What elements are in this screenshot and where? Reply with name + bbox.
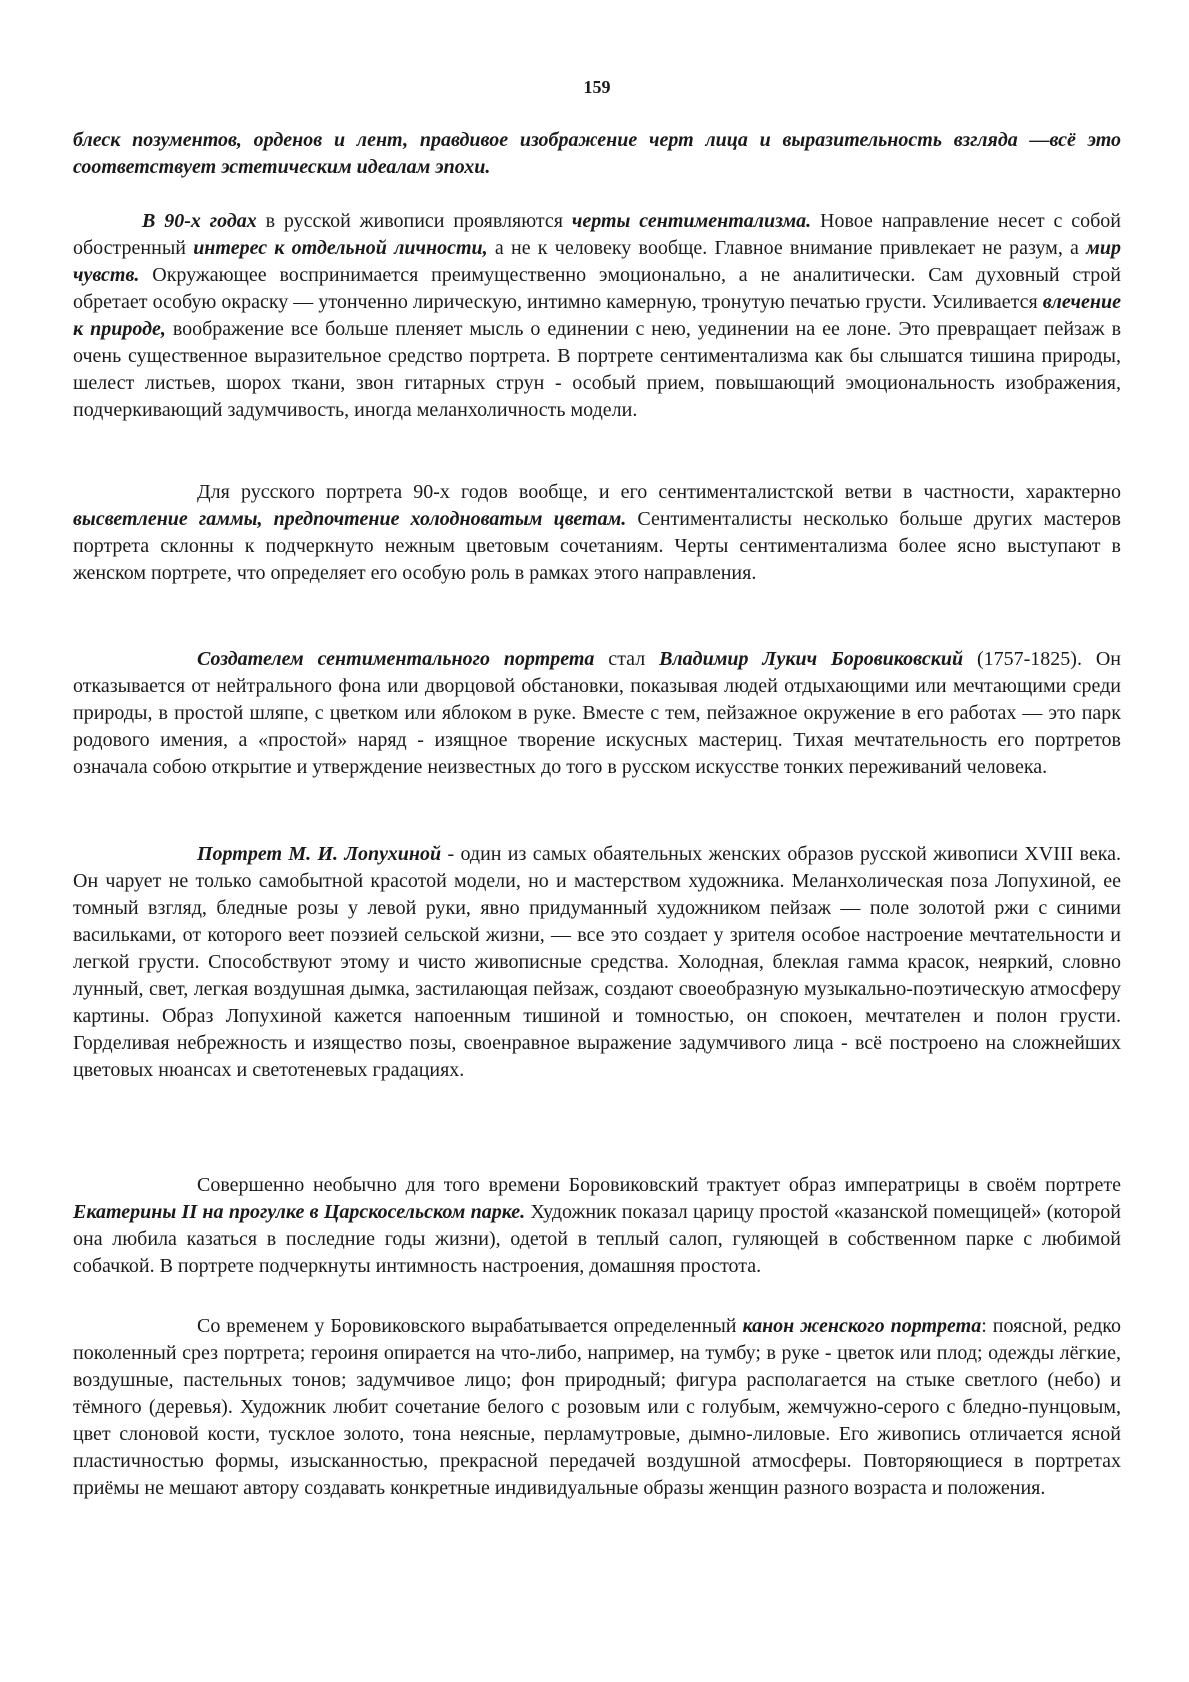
body-text: воображение все больше пленяет мысль о единении с нею, уединении на ее лоне. Это превращает пейзаж в очень существенное выразительное средство портрета. В портрете сентиментализма как бы слышатся тишина природы, шелест листьев, шорох ткани, звон гитарных струн - особый прием, повышающий эмоциональность изображения, подчеркивающий задумчивость, иногда меланхоличность модели.	[73, 318, 1122, 421]
body-text: Для русского портрета 90-х годов вообще, и его сентименталистской ветви в частности, характерно	[197, 481, 1121, 503]
emphasis-text: черты сентиментализма.	[571, 210, 812, 232]
paragraph-catherine	[73, 1172, 1121, 1280]
emphasis-text: влечение к природе,	[73, 291, 1121, 340]
body-text: в русской живописи проявляются	[256, 210, 572, 232]
emphasis-text: мир чувств.	[73, 237, 1121, 286]
emphasis-text: В 90-х годах	[142, 210, 257, 232]
body-text: Со временем у Боровиковского вырабатывается определенный	[197, 1315, 743, 1337]
body-text: (1757-1825). Он отказывается от нейтрального фона или дворцовой обстановки, показывая людей отдыхающими или мечтающими среди природы, в простой шляпе, с цветком или яблоком в руке. Вместе с тем, пейзажное окружение в его работах — это парк родового имения, а «простой» наряд - изящное творение искусных мастериц. Тихая мечтательность его портретов означала собою открытие и утверждение неизвестных до того в русском искусстве тонких переживаний человека.	[73, 648, 1121, 778]
emphasis-text: Владимир Лукич Боровиковский	[659, 648, 964, 670]
paragraph-lopukhina	[73, 841, 1121, 1084]
body-text: : поясной, редко поколенный срез портрета; героиня опирается на что-либо, например, на тумбу; в руке - цветок или плод; одежды лёгкие, воздушные, пастельных тонов; задумчивое лицо; фон природный; фигура располагается на стыке светлого (небо) и тёмного (деревья). Художник любит сочетание белого с розовым или с голубым, жемчужно-серого с бледно-пунцовым, цвет слоновой кости, тусклое золото, тона неясные, перламутровые, дымно-лиловые. Его живопись отличается ясной пластичностью формы, изысканностью, прекрасной передачей воздушной атмосферы. Повторяющиеся в портретах приёмы не мешают автору создавать конкретные индивидуальные образы женщин разного возраста и положения.	[73, 1315, 1122, 1499]
body-text: стал	[594, 648, 660, 670]
paragraph-canon	[73, 1313, 1121, 1502]
body-text: а не к человеку вообще. Главное внимание привлекает не разум, а	[487, 237, 1087, 259]
emphasis-text: канон женского портрета	[742, 1315, 982, 1337]
emphasis-text: Портрет М. И. Лопухиной	[197, 843, 442, 865]
emphasis-text: высветление гаммы, предпочтение холодноватым цветам.	[73, 508, 627, 530]
body-text: Новое направление несет с собой обостренный	[73, 210, 1121, 259]
paragraph-borovikovsky	[73, 646, 1121, 781]
emphasis-text: Екатерины II на прогулке в Царскосельском парке.	[73, 1201, 526, 1223]
body-text: Сентименталисты несколько больше других мастеров портрета склонны к подчеркнуто нежным цветовым сочетаниям. Черты сентиментализма более ясно выступают в женском портрете, что определяет его особую роль в рамках этого направления.	[73, 508, 1121, 584]
emphasis-text: интерес к отдельной личности,	[193, 237, 488, 259]
body-text: Окружающее воспринимается преимущественно эмоционально, а не аналитически. Сам духовный строй обретает особую окраску — утонченно лирическую, интимно камерную, тронутую печатью грусти. Усиливается	[73, 264, 1121, 313]
intro-paragraph	[73, 127, 1121, 181]
body-text: Художник показал царицу простой «казанской помещицей» (которой она любила казаться в последние годы жизни), одетой в теплый салоп, гуляющей в собственном парке с любимой собачкой. В портрете подчеркнуты интимность настроения, домашняя простота.	[73, 1201, 1122, 1277]
body-text: - один из самых обаятельных женских образов русской живописи XVIII века. Он чарует не только самобытной красотой модели, но и мастерством художника. Меланхолическая поза Лопухиной, ее томный взгляд, бледные розы у левой руки, явно придуманный художником пейзаж — поле золотой ржи с синими васильками, от которого веет поэзией сельской жизни, — все это создает у зрителя особое настроение мечтательности и легкой грусти. Способствуют этому и чисто живописные средства. Холодная, блеклая гамма красок, неяркий, словно лунный, свет, легкая воздушная дымка, застилающая пейзаж, создают своеобразную музыкально-поэтическую атмосферу картины. Образ Лопухиной кажется напоенным тишиной и томностью, он спокоен, мечтателен и полон грусти. Горделивая небрежность и изящество позы, своенравное выражение задумчивого лица - всё построено на сложнейших цветовых нюансах и светотеневых градациях.	[73, 843, 1121, 1081]
intro-text: блеск позументов, орденов и лент, правдивое изображение черт лица и выразительность взгляда —всё это соответствует эстетическим идеалам эпохи.	[73, 129, 1121, 178]
paragraph-sentimentalism	[73, 208, 1121, 424]
body-text: Совершенно необычно для того времени Боровиковский трактует образ императрицы в своём портрете	[197, 1174, 1121, 1196]
document-page	[73, 0, 1121, 1682]
page-number: 159	[583, 77, 611, 97]
emphasis-text: Создателем сентиментального портрета	[197, 648, 595, 670]
paragraph-color-palette	[73, 479, 1121, 587]
